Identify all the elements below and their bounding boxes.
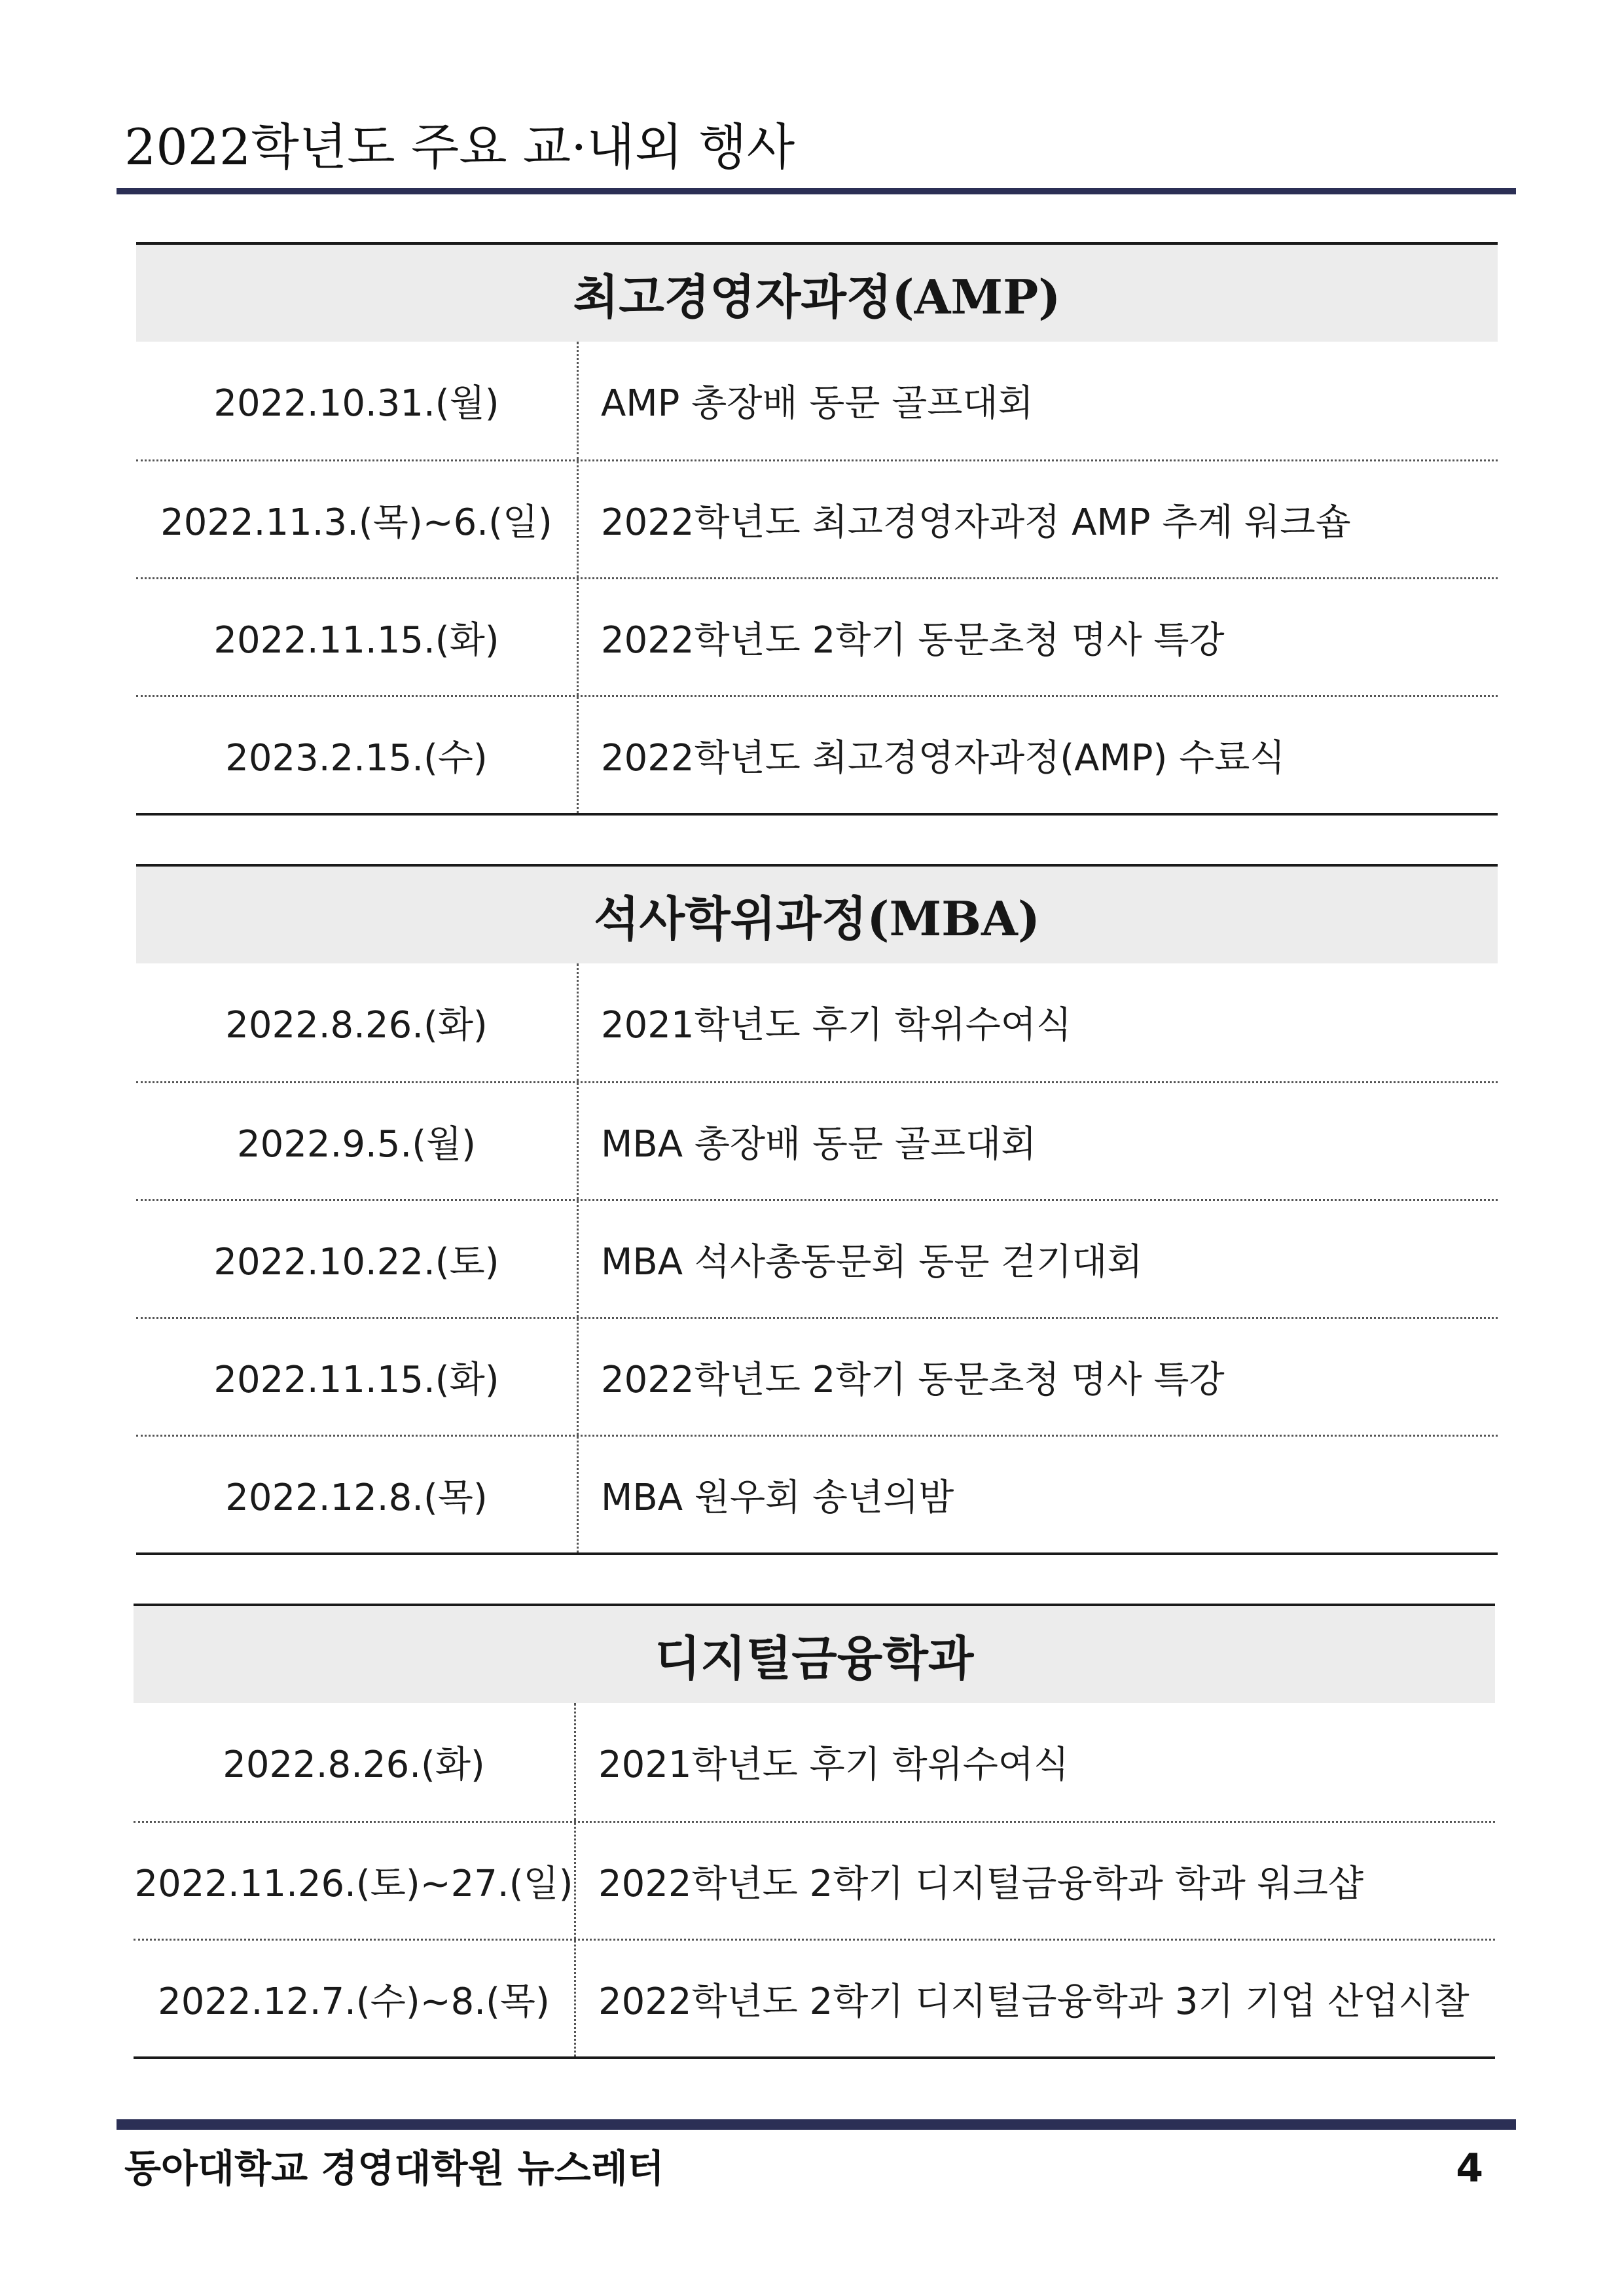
event-name: 2022학년도 2학기 동문초청 명사 특강 bbox=[601, 1358, 1225, 1401]
event-date: 2022.11.3.(목)~6.(일) bbox=[136, 461, 579, 577]
event-name: 2021학년도 후기 학위수여식 bbox=[601, 1004, 1072, 1047]
event-date: 2022.12.7.(수)~8.(목) bbox=[134, 1941, 576, 2056]
table-row bbox=[136, 695, 1498, 813]
event-table bbox=[136, 342, 1498, 816]
event-name: 2022학년도 2학기 디지털금융학과 학과 워크샵 bbox=[598, 1862, 1363, 1905]
table-row bbox=[136, 1199, 1498, 1317]
table-row bbox=[134, 1703, 1495, 1821]
table-row bbox=[136, 963, 1498, 1081]
section-mba bbox=[136, 864, 1498, 1555]
event-date: 2022.10.31.(월) bbox=[136, 342, 579, 459]
table-row bbox=[136, 342, 1498, 459]
title-divider bbox=[117, 188, 1516, 194]
event-name: 2022학년도 2학기 디지털금융학과 3기 기업 산업시찰 bbox=[598, 1980, 1470, 2023]
event-name: MBA 총장배 동문 골프대회 bbox=[601, 1122, 1037, 1166]
table-row bbox=[134, 1939, 1495, 2056]
table-row bbox=[134, 1821, 1495, 1939]
page-number: 4 bbox=[1456, 2145, 1483, 2191]
event-name: 2022학년도 최고경영자과정(AMP) 수료식 bbox=[601, 736, 1286, 780]
event-name: 2022학년도 최고경영자과정 AMP 추계 워크숍 bbox=[601, 501, 1351, 544]
event-name: MBA 원우회 송년의밤 bbox=[601, 1476, 954, 1519]
event-date: 2023.2.15.(수) bbox=[136, 697, 579, 813]
footer-divider bbox=[117, 2119, 1516, 2130]
table-row bbox=[136, 577, 1498, 695]
section-title: 디지털금융학과 bbox=[134, 1604, 1495, 1703]
event-date: 2022.8.26.(화) bbox=[136, 963, 579, 1081]
event-name: MBA 석사총동문회 동문 걷기대회 bbox=[601, 1240, 1143, 1283]
section-title: 최고경영자과정(AMP) bbox=[136, 242, 1498, 342]
event-date: 2022.9.5.(월) bbox=[136, 1083, 579, 1199]
event-table bbox=[134, 1703, 1495, 2059]
event-name: 2022학년도 2학기 동문초청 명사 특강 bbox=[601, 619, 1225, 662]
event-date: 2022.12.8.(목) bbox=[136, 1437, 579, 1552]
event-date: 2022.11.15.(화) bbox=[136, 1319, 579, 1435]
event-table bbox=[136, 963, 1498, 1555]
table-row bbox=[136, 1435, 1498, 1552]
table-row bbox=[136, 459, 1498, 577]
section-digital-finance bbox=[134, 1604, 1495, 2059]
table-row bbox=[136, 1081, 1498, 1199]
event-name: AMP 총장배 동문 골프대회 bbox=[601, 382, 1034, 425]
event-date: 2022.11.26.(토)~27.(일) bbox=[134, 1823, 576, 1939]
event-date: 2022.8.26.(화) bbox=[134, 1703, 576, 1821]
section-title: 석사학위과정(MBA) bbox=[136, 864, 1498, 963]
event-name: 2021학년도 후기 학위수여식 bbox=[598, 1744, 1070, 1786]
footer-publication: 동아대학교 경영대학원 뉴스레터 bbox=[124, 2146, 664, 2191]
event-date: 2022.10.22.(토) bbox=[136, 1201, 579, 1317]
event-date: 2022.11.15.(화) bbox=[136, 579, 579, 695]
table-row bbox=[136, 1317, 1498, 1435]
section-amp bbox=[136, 242, 1498, 816]
page-title: 2022학년도 주요 교·내외 행사 bbox=[124, 118, 795, 176]
